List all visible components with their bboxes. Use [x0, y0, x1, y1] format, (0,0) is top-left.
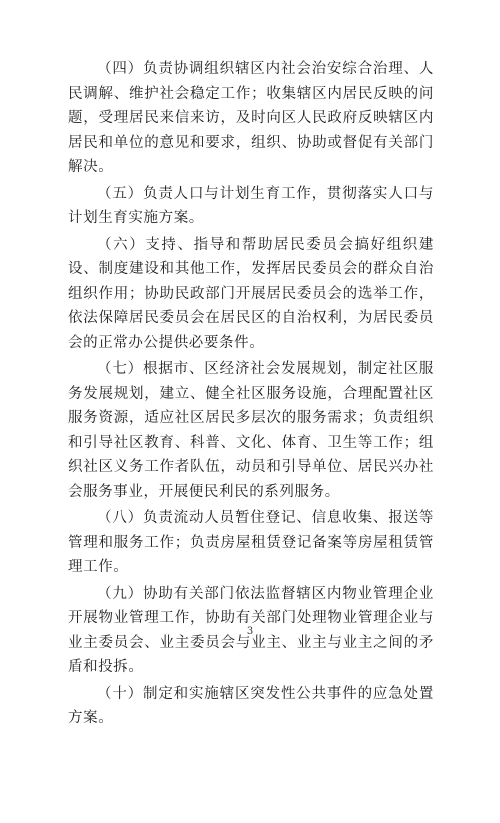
- paragraph-item-10: （十）制定和实施辖区突发性公共事件的应急处置方案。: [68, 685, 434, 726]
- paragraph-item-7: （七）根据市、区经济社会发展规划，制定社区服务发展规划，建立、健全社区服务设施，合理配置社区服务资源，适应社区居民多层次的服务需求；负责组织和引导社区教育、科普、文化、体育、卫生等工作；组织社区义务工作者队伍，动员和引导单位、居民兴办社会服务事业，开展便民利民的系列服务。: [68, 361, 434, 500]
- paragraph-item-4: （四）负责协调组织辖区内社会治安综合治理、人民调解、维护社会稳定工作；收集辖区内居民反映的问题，受理居民来信来访，及时向区人民政府反映辖区内居民和单位的意见和要求，组织、协助或督促有关部门解决。: [68, 61, 434, 175]
- paragraph-item-9: （九）协助有关部门依法监督辖区内物业管理企业开展物业管理工作，协助有关部门处理物业管理企业与业主委员会、业主委员会与业主、业主与业主之间的矛盾和投拆。: [68, 585, 434, 675]
- paragraph-item-6: （六）支持、指导和帮助居民委员会搞好组织建设、制度建设和其他工作，发挥居民委员会的群众自治组织作用；协助民政部门开展居民委员会的选举工作，依法保障居民委员会在居民区的自治权利，为居民委员会的正常办公提供必要条件。: [68, 236, 434, 351]
- paragraph-item-5: （五）负责人口与计划生育工作，贯彻落实人口与计划生育实施方案。: [68, 185, 434, 226]
- paragraph-item-8: （八）负责流动人员暂住登记、信息收集、报送等管理和服务工作；负责房屋租赁登记备案等房屋租赁管理工作。: [68, 510, 434, 575]
- page-number: 3: [246, 626, 254, 637]
